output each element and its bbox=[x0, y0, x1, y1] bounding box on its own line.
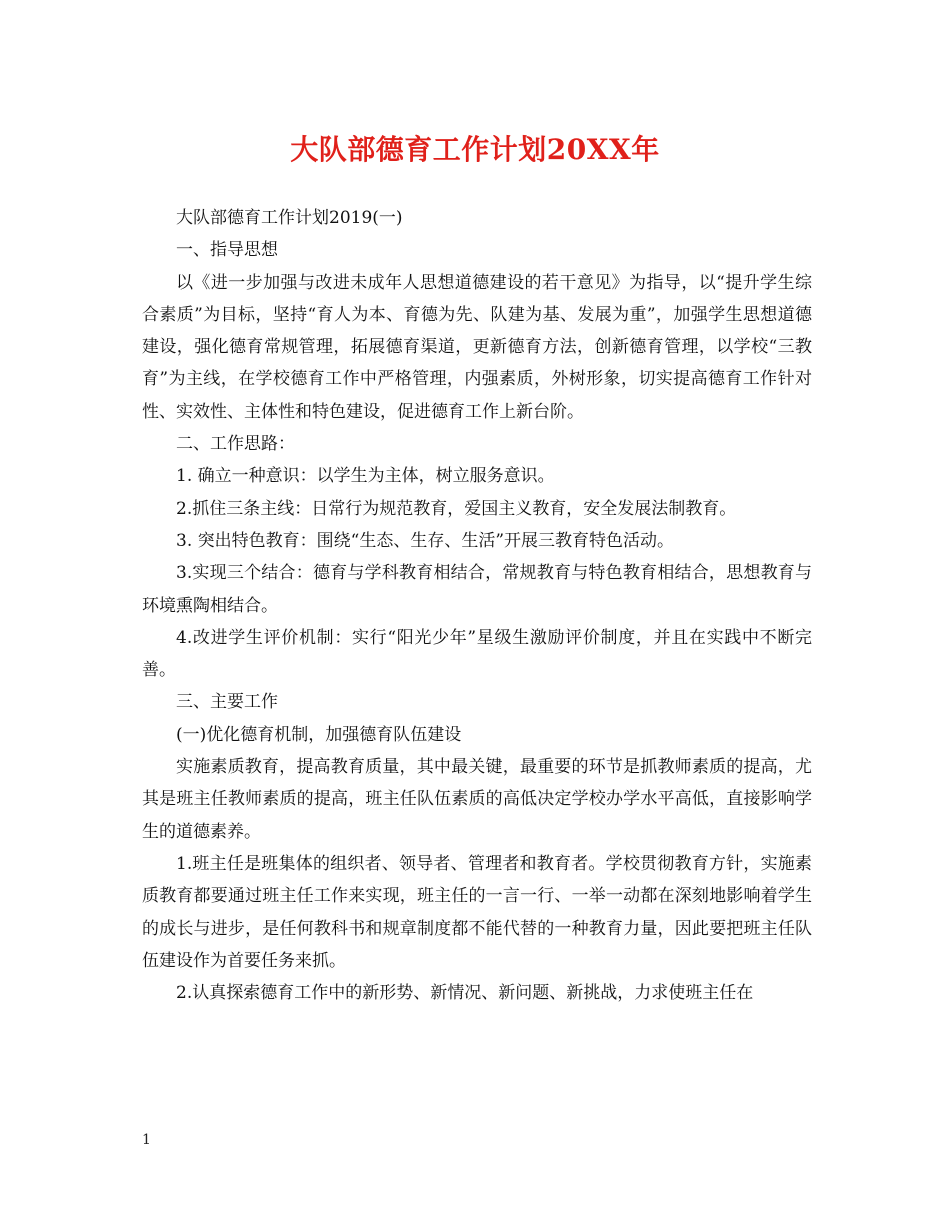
paragraph: 实施素质教育，提高教育质量，其中最关键，最重要的环节是抓教师素质的提高，尤其是班主任教师素质的提高，班主任队伍素质的高低决定学校办学水平高低，直接影响学生的道德素养。 bbox=[142, 757, 812, 842]
section-heading-work-approach: 二、工作思路： bbox=[176, 434, 295, 455]
page-number: 1 bbox=[142, 1132, 151, 1148]
subsection-heading: (一)优化德育机制，加强德育队伍建设 bbox=[176, 724, 462, 745]
list-item: 3. 突出特色教育：围绕“生态、生存、生活”开展三教育特色活动。 bbox=[176, 530, 675, 551]
list-item: 4.改进学生评价机制：实行“阳光少年”星级生激励评价制度，并且在实践中不断完善。 bbox=[142, 627, 812, 681]
section-heading-main-work: 三、主要工作 bbox=[176, 692, 278, 713]
document-title: 大队部德育工作计划20XX年 bbox=[290, 133, 660, 166]
list-item: 1.班主任是班集体的组织者、领导者、管理者和教育者。学校贯彻教育方针，实施素质教育都要通过班主任工作来实现，班主任的一言一行、一举一动都在深刻地影响着学生的成长与进步，是任何教科书和规章制度都不能代替的一种教育力量，因此要把班主任队伍建设作为首要任务来抓。 bbox=[142, 853, 812, 971]
list-item: 3.实现三个结合：德育与学科教育相结合，常规教育与特色教育相结合，思想教育与环境熏陶相结合。 bbox=[142, 563, 812, 616]
document-body bbox=[142, 202, 812, 1009]
list-item: 2.抓住三条主线：日常行为规范教育，爱国主义教育，安全发展法制教育。 bbox=[176, 498, 737, 519]
paragraph: 以《进一步加强与改进未成年人思想道德建设的若干意见》为指导，以“提升学生综合素质”为目标，坚持“育人为本、育德为先、队建为基、发展为重”，加强学生思想道德建设，强化德育常规管理，拓展德育渠道，更新德育方法，创新德育管理，以学校“三教育”为主线，在学校德育工作中严格管理，内强素质，外树形象，切实提高德育工作针对性、实效性、主体性和特色建设，促进德育工作上新台阶。 bbox=[142, 272, 812, 422]
list-item: 1. 确立一种意识：以学生为主体，树立服务意识。 bbox=[176, 466, 555, 487]
list-item: 2.认真探索德育工作中的新形势、新情况、新问题、新挑战，力求使班主任在 bbox=[176, 983, 754, 1004]
paragraph-subtitle: 大队部德育工作计划2019(一) bbox=[176, 208, 403, 228]
section-heading-guiding-ideology: 一、指导思想 bbox=[176, 240, 278, 261]
